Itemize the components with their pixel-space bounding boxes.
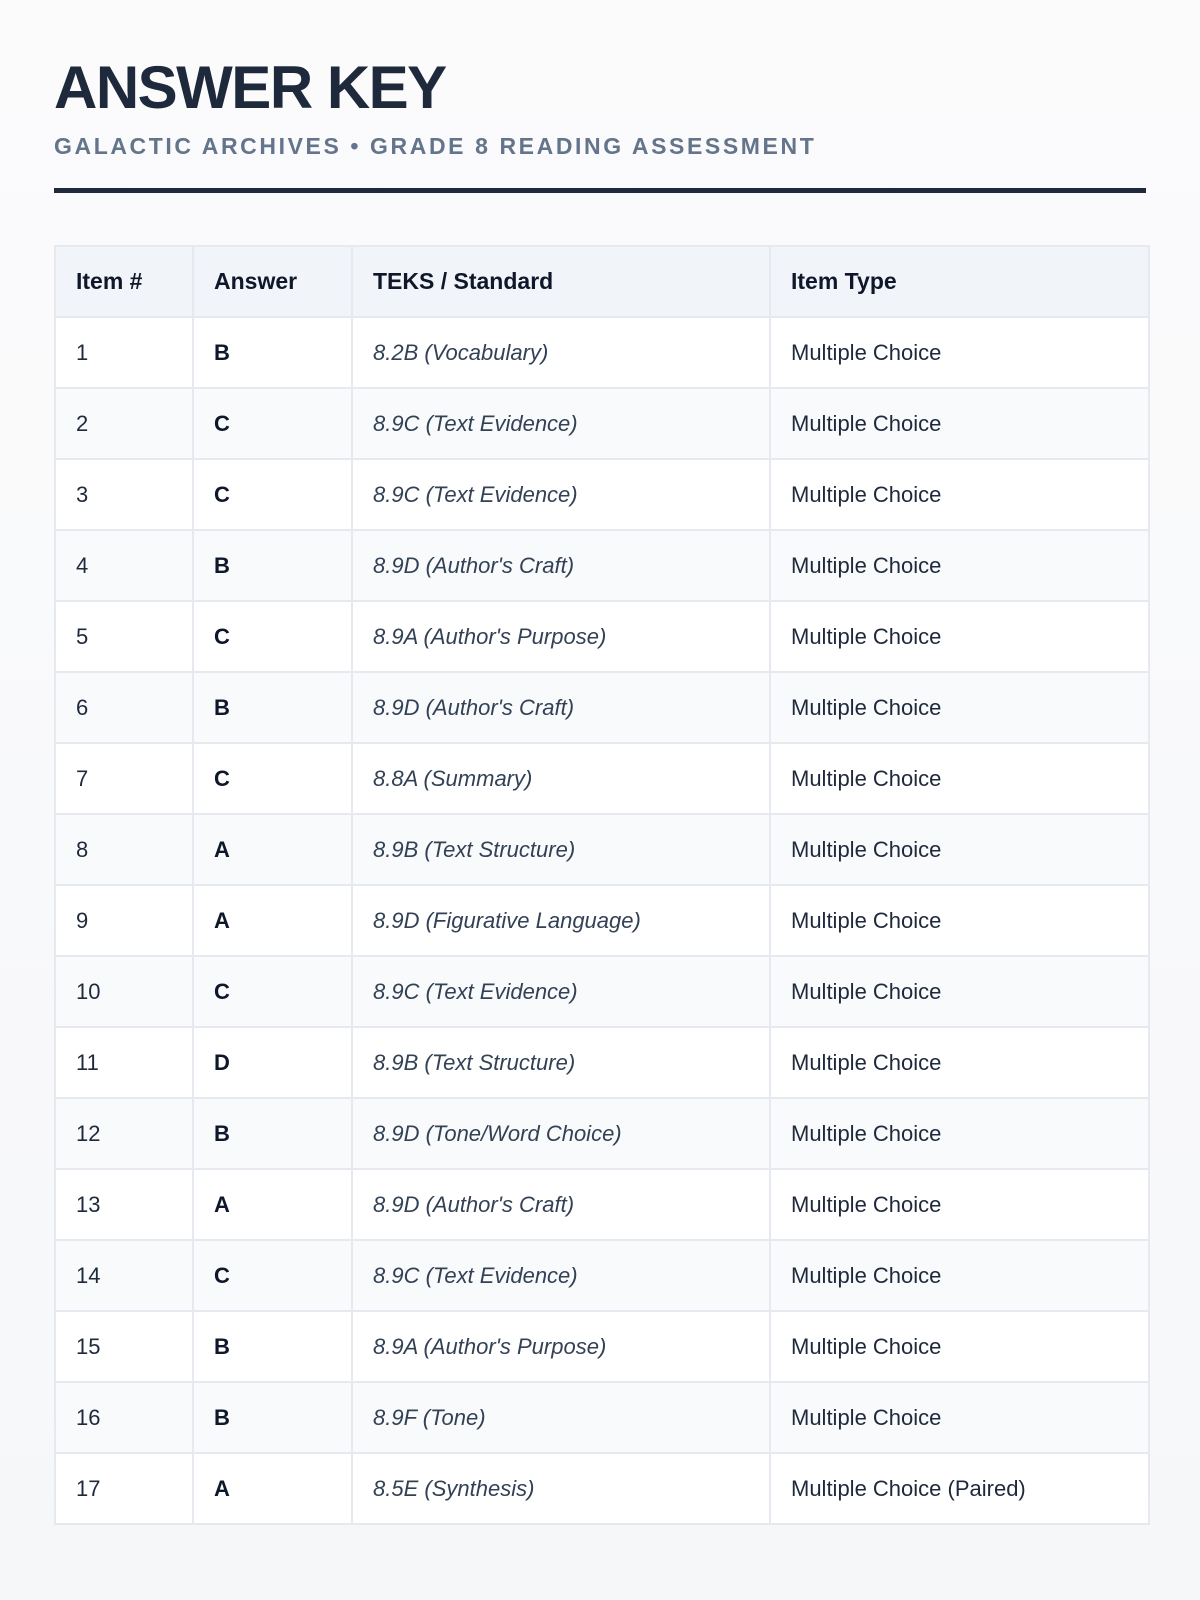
page-title: ANSWER KEY xyxy=(54,54,446,121)
standard-cell: 8.9C (Text Evidence) xyxy=(352,459,770,530)
column-header-standard: TEKS / Standard xyxy=(352,246,770,317)
table-body xyxy=(55,317,1149,1524)
item-number-cell: 1 xyxy=(55,317,193,388)
item-number-cell: 17 xyxy=(55,1453,193,1524)
table-row xyxy=(55,672,1149,743)
item-type-cell: Multiple Choice xyxy=(770,1169,1149,1240)
answer-cell: D xyxy=(193,1027,352,1098)
standard-cell: 8.9C (Text Evidence) xyxy=(352,956,770,1027)
item-type-cell: Multiple Choice xyxy=(770,672,1149,743)
item-type-cell: Multiple Choice xyxy=(770,530,1149,601)
table-row xyxy=(55,530,1149,601)
item-number-cell: 3 xyxy=(55,459,193,530)
table-row xyxy=(55,459,1149,530)
standard-cell: 8.9D (Figurative Language) xyxy=(352,885,770,956)
item-number-cell: 12 xyxy=(55,1098,193,1169)
item-type-cell: Multiple Choice xyxy=(770,1382,1149,1453)
answer-cell: A xyxy=(193,885,352,956)
standard-cell: 8.9D (Author's Craft) xyxy=(352,530,770,601)
table-row xyxy=(55,743,1149,814)
standard-cell: 8.9B (Text Structure) xyxy=(352,814,770,885)
item-type-cell: Multiple Choice xyxy=(770,1311,1149,1382)
answer-cell: C xyxy=(193,388,352,459)
answer-cell: C xyxy=(193,743,352,814)
item-type-cell: Multiple Choice xyxy=(770,1027,1149,1098)
answer-cell: B xyxy=(193,1382,352,1453)
standard-cell: 8.9C (Text Evidence) xyxy=(352,1240,770,1311)
item-number-cell: 11 xyxy=(55,1027,193,1098)
item-number-cell: 9 xyxy=(55,885,193,956)
answer-cell: C xyxy=(193,1240,352,1311)
item-type-cell: Multiple Choice xyxy=(770,601,1149,672)
table-row xyxy=(55,956,1149,1027)
table-row xyxy=(55,1382,1149,1453)
standard-cell: 8.5E (Synthesis) xyxy=(352,1453,770,1524)
column-header-item-type: Item Type xyxy=(770,246,1149,317)
item-number-cell: 5 xyxy=(55,601,193,672)
item-type-cell: Multiple Choice xyxy=(770,885,1149,956)
standard-cell: 8.9D (Author's Craft) xyxy=(352,1169,770,1240)
table-row xyxy=(55,1311,1149,1382)
table-row xyxy=(55,1240,1149,1311)
page-subtitle: GALACTIC ARCHIVES • GRADE 8 READING ASSESSMENT xyxy=(54,133,817,159)
table-row xyxy=(55,601,1149,672)
table-header-row xyxy=(55,246,1149,317)
item-number-cell: 15 xyxy=(55,1311,193,1382)
item-type-cell: Multiple Choice xyxy=(770,743,1149,814)
item-type-cell: Multiple Choice xyxy=(770,1240,1149,1311)
column-header-answer: Answer xyxy=(193,246,352,317)
item-number-cell: 13 xyxy=(55,1169,193,1240)
item-type-cell: Multiple Choice xyxy=(770,956,1149,1027)
item-number-cell: 8 xyxy=(55,814,193,885)
standard-cell: 8.9A (Author's Purpose) xyxy=(352,1311,770,1382)
answer-cell: C xyxy=(193,459,352,530)
table-row xyxy=(55,388,1149,459)
standard-cell: 8.9F (Tone) xyxy=(352,1382,770,1453)
header-divider xyxy=(54,188,1146,193)
table-row xyxy=(55,885,1149,956)
table-row xyxy=(55,317,1149,388)
item-number-cell: 14 xyxy=(55,1240,193,1311)
answer-cell: A xyxy=(193,814,352,885)
standard-cell: 8.9D (Author's Craft) xyxy=(352,672,770,743)
item-number-cell: 2 xyxy=(55,388,193,459)
standard-cell: 8.9A (Author's Purpose) xyxy=(352,601,770,672)
table-row xyxy=(55,1098,1149,1169)
answer-cell: C xyxy=(193,956,352,1027)
column-header-item: Item # xyxy=(55,246,193,317)
item-number-cell: 16 xyxy=(55,1382,193,1453)
item-number-cell: 4 xyxy=(55,530,193,601)
item-number-cell: 6 xyxy=(55,672,193,743)
table-row xyxy=(55,1027,1149,1098)
standard-cell: 8.9B (Text Structure) xyxy=(352,1027,770,1098)
standard-cell: 8.8A (Summary) xyxy=(352,743,770,814)
answer-cell: B xyxy=(193,317,352,388)
answer-cell: B xyxy=(193,530,352,601)
item-type-cell: Multiple Choice xyxy=(770,814,1149,885)
item-type-cell: Multiple Choice xyxy=(770,1098,1149,1169)
answer-cell: B xyxy=(193,1098,352,1169)
answer-cell: C xyxy=(193,601,352,672)
answer-cell: A xyxy=(193,1169,352,1240)
item-type-cell: Multiple Choice xyxy=(770,317,1149,388)
standard-cell: 8.2B (Vocabulary) xyxy=(352,317,770,388)
answer-cell: A xyxy=(193,1453,352,1524)
table-row xyxy=(55,1453,1149,1524)
item-type-cell: Multiple Choice xyxy=(770,388,1149,459)
item-type-cell: Multiple Choice (Paired) xyxy=(770,1453,1149,1524)
answer-cell: B xyxy=(193,672,352,743)
item-type-cell: Multiple Choice xyxy=(770,459,1149,530)
item-number-cell: 10 xyxy=(55,956,193,1027)
table-row xyxy=(55,814,1149,885)
standard-cell: 8.9C (Text Evidence) xyxy=(352,388,770,459)
answer-cell: B xyxy=(193,1311,352,1382)
answer-key-table xyxy=(54,245,1150,1525)
table-row xyxy=(55,1169,1149,1240)
standard-cell: 8.9D (Tone/Word Choice) xyxy=(352,1098,770,1169)
table-header xyxy=(55,246,1149,317)
item-number-cell: 7 xyxy=(55,743,193,814)
